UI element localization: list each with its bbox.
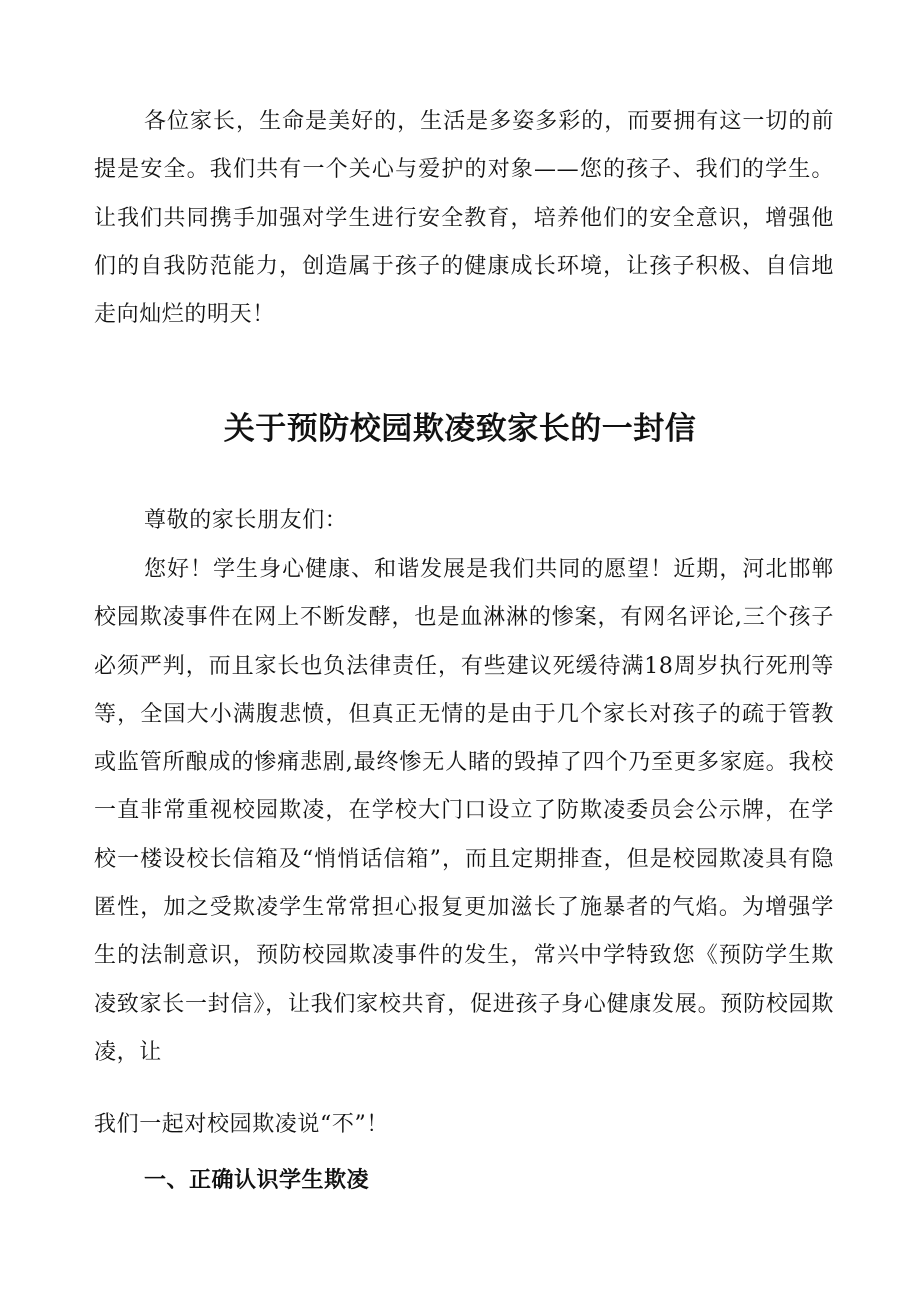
salutation: 尊敬的家长朋友们：	[144, 508, 348, 533]
continued-paragraph: 我们一起对校园欺凌说“不”！	[94, 1112, 389, 1137]
section-heading: 一、正确认识学生欺凌	[144, 1168, 370, 1193]
letter-title: 关于预防校园欺凌致家长的一封信	[223, 411, 697, 447]
intro-paragraph: 各位家长，生命是美好的，生活是多姿多彩的，而要拥有这一切的前提是安全。我们共有一个关心与爱护的对象——您的孩子、我们的学生。让我们共同携手加强对学生进行安全教育，培养他们的安全意识，增强他们的自我防范能力，创造属于孩子的健康成长环境，让孩子积极、自信地走向灿烂的明天！	[94, 109, 834, 328]
main-paragraph: 您好！学生身心健康、和谐发展是我们共同的愿望！近期，河北邯郸校园欺凌事件在网上不断发酵，也是血淋淋的惨案，有网名评论,三个孩子必须严判，而且家长也负法律责任，有些建议死缓待满18周岁执行死刑等等，全国大小满腹悲愤，但真正无情的是由于几个家长对孩子的疏于管教或监管所酿成的惨痛悲剧,最终惨无人睹的毁掉了四个乃至更多家庭。我校一直非常重视校园欺凌，在学校大门口设立了防欺凌委员会公示牌，在学校一楼设校长信箱及“悄悄话信箱”，而且定期排查，但是校园欺凌具有隐匿性，加之受欺凌学生常常担心报复更加滋长了施暴者的气焰。为增强学生的法制意识，预防校园欺凌事件的发生，常兴中学特致您《预防学生欺凌致家长一封信》，让我们家校共育，促进孩子身心健康发展。预防校园欺凌，让	[94, 557, 834, 1065]
